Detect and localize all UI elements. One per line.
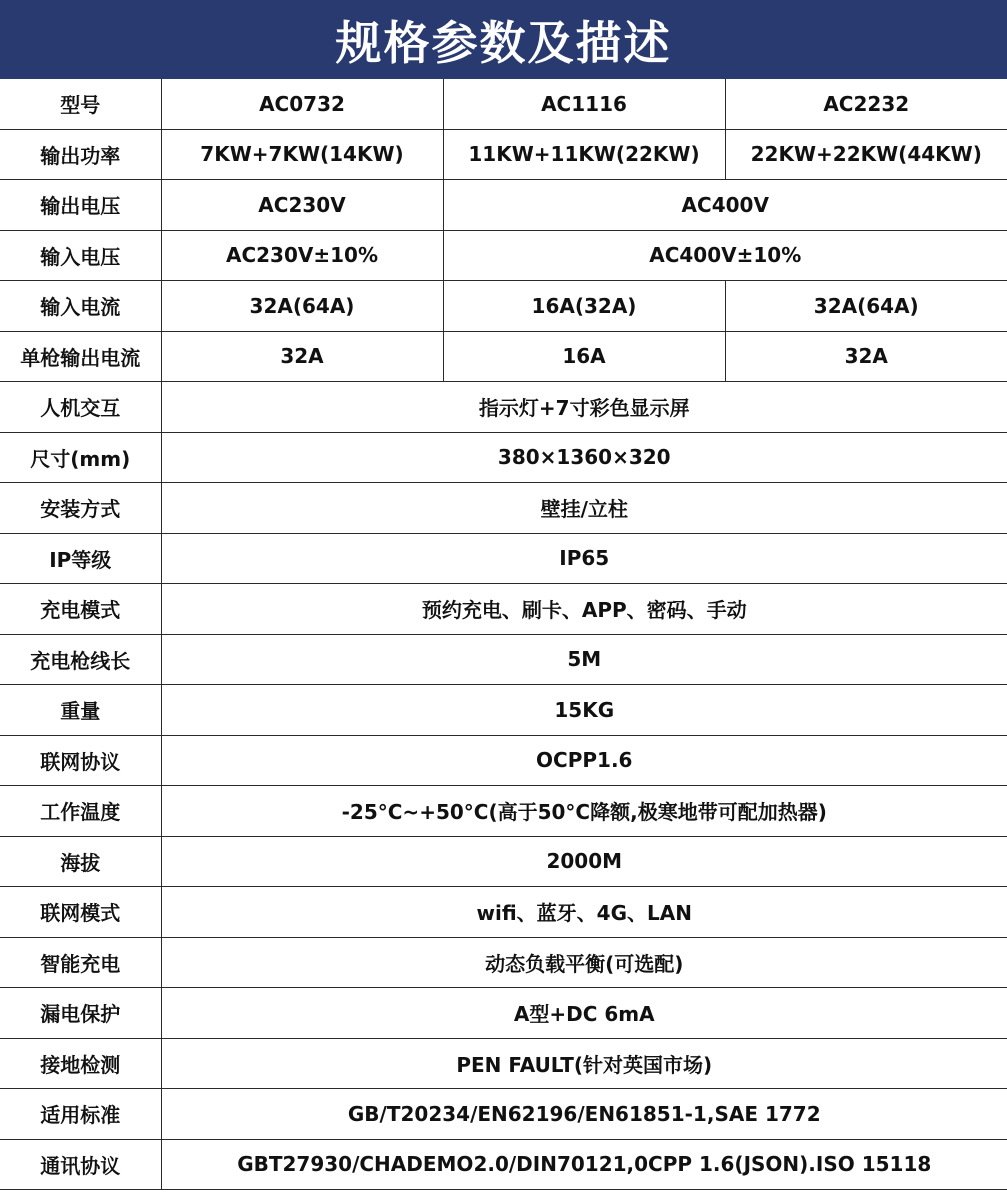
cell-value: 22KW+22KW(44KW) <box>725 129 1007 180</box>
row-label: 海拔 <box>0 836 161 887</box>
row-label: 输出电压 <box>0 180 161 231</box>
table-row-output-power <box>0 129 1007 180</box>
table-row-standards <box>0 1089 1007 1140</box>
cell-value: 15KG <box>161 685 1007 736</box>
cell-value: AC0732 <box>161 79 443 129</box>
table-row-smart-charging <box>0 937 1007 988</box>
table-row-installation <box>0 483 1007 534</box>
table-row-hmi <box>0 382 1007 433</box>
cell-value: 32A(64A) <box>161 281 443 332</box>
table-row-ground-detection <box>0 1038 1007 1089</box>
cell-value: 16A <box>443 331 725 382</box>
cell-value: AC230V±10% <box>161 230 443 281</box>
cell-value: GBT27930/CHADEMO2.0/DIN70121,0CPP 1.6(JSON).ISO 15118 <box>161 1139 1007 1190</box>
row-label: 工作温度 <box>0 786 161 837</box>
cell-value: 2000M <box>161 836 1007 887</box>
cell-value: 32A(64A) <box>725 281 1007 332</box>
cell-value: 7KW+7KW(14KW) <box>161 129 443 180</box>
row-label: 单枪输出电流 <box>0 331 161 382</box>
table-row-dimensions <box>0 432 1007 483</box>
table-row-output-voltage <box>0 180 1007 231</box>
cell-value: IP65 <box>161 533 1007 584</box>
row-label: 充电模式 <box>0 584 161 635</box>
cell-value: 380×1360×320 <box>161 432 1007 483</box>
cell-value: 5M <box>161 634 1007 685</box>
row-label: 联网协议 <box>0 735 161 786</box>
cell-value: PEN FAULT(针对英国市场) <box>161 1038 1007 1089</box>
cell-value: AC400V±10% <box>443 230 1007 281</box>
table-row-network-protocol <box>0 735 1007 786</box>
cell-value: AC2232 <box>725 79 1007 129</box>
cell-value: A型+DC 6mA <box>161 988 1007 1039</box>
row-label: 充电枪线长 <box>0 634 161 685</box>
row-label: 适用标准 <box>0 1089 161 1140</box>
cell-value: 32A <box>725 331 1007 382</box>
table-row-charging-mode <box>0 584 1007 635</box>
page-title: 规格参数及描述 <box>0 0 1007 79</box>
cell-value: 16A(32A) <box>443 281 725 332</box>
spec-table <box>0 79 1007 1190</box>
cell-value: OCPP1.6 <box>161 735 1007 786</box>
row-label: 智能充电 <box>0 937 161 988</box>
row-label: 联网模式 <box>0 887 161 938</box>
row-label: 重量 <box>0 685 161 736</box>
cell-value: wifi、蓝牙、4G、LAN <box>161 887 1007 938</box>
row-label: IP等级 <box>0 533 161 584</box>
cell-value: 11KW+11KW(22KW) <box>443 129 725 180</box>
row-label: 尺寸(mm) <box>0 432 161 483</box>
table-row-input-voltage <box>0 230 1007 281</box>
table-row-communication-protocol <box>0 1139 1007 1190</box>
cell-value: AC1116 <box>443 79 725 129</box>
table-row-input-current <box>0 281 1007 332</box>
cell-value: 预约充电、刷卡、APP、密码、手动 <box>161 584 1007 635</box>
cell-value: 动态负载平衡(可选配) <box>161 937 1007 988</box>
cell-value: AC400V <box>443 180 1007 231</box>
cell-value: 32A <box>161 331 443 382</box>
row-label: 输入电压 <box>0 230 161 281</box>
row-label: 输出功率 <box>0 129 161 180</box>
row-label: 人机交互 <box>0 382 161 433</box>
row-label: 通讯协议 <box>0 1139 161 1190</box>
table-row-network-mode <box>0 887 1007 938</box>
row-label: 安装方式 <box>0 483 161 534</box>
table-row-weight <box>0 685 1007 736</box>
table-row-model <box>0 79 1007 129</box>
table-row-altitude <box>0 836 1007 887</box>
row-label: 接地检测 <box>0 1038 161 1089</box>
cell-value: -25°C~+50°C(高于50°C降额,极寒地带可配加热器) <box>161 786 1007 837</box>
cell-value: GB/T20234/EN62196/EN61851-1,SAE 1772 <box>161 1089 1007 1140</box>
table-row-operating-temperature <box>0 786 1007 837</box>
row-label: 型号 <box>0 79 161 129</box>
table-row-cable-length <box>0 634 1007 685</box>
cell-value: 指示灯+7寸彩色显示屏 <box>161 382 1007 433</box>
cell-value: AC230V <box>161 180 443 231</box>
table-row-leakage-protection <box>0 988 1007 1039</box>
row-label: 输入电流 <box>0 281 161 332</box>
table-row-ip-rating <box>0 533 1007 584</box>
row-label: 漏电保护 <box>0 988 161 1039</box>
table-row-gun-output-current <box>0 331 1007 382</box>
cell-value: 壁挂/立柱 <box>161 483 1007 534</box>
